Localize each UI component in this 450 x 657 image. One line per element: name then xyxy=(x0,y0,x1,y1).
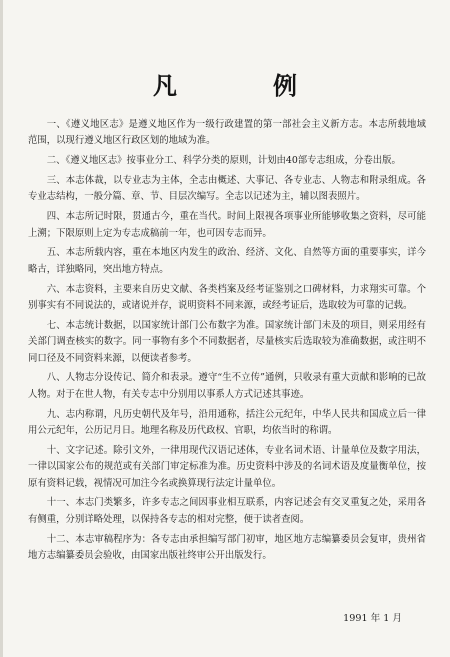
guideline-paragraph-11: 十一、本志门类繁多，许多专志之间因事业相互联系，内容记述会有交叉重复之处，采用各有侧重，分别详略处理，以保持各专志的相对完整，便于读者查阅。 xyxy=(28,497,426,525)
guideline-paragraph-9: 九、志内称谓，凡历史朝代及年号，沿用通称，括注公元纪年，中华人民共和国成立后一律用公元纪年，公历记月日。地理名称及历代政权、官职，均依当时的称谓。 xyxy=(28,408,426,437)
guideline-paragraph-12: 十二、本志审稿程序为：各专志由承担编写部门初审，地区地方志编纂委员会复审，贵州省地方志编纂委员会验收，由国家出版社终审公开出版发行。 xyxy=(28,533,426,562)
guideline-paragraph-2: 二、《遵义地区志》按事业分工、科学分类的原则，计划由40部专志组成，分卷出版。 xyxy=(46,155,401,167)
guideline-paragraph-8: 八、人物志分设传记、简介和表录。遵守“生不立传”通例，只收录有重大贡献和影响的已故人物。对于在世人物，有关专志中分别用以事系人方式记述其事迹。 xyxy=(28,372,426,400)
guideline-paragraph-4: 四、本志所记时限，贯通古今，重在当代。时间上限视各项事业所能够收集之资料，尽可能上溯；下限原则上定为专志成稿前一年，也可因专志而异。 xyxy=(28,211,426,239)
guideline-paragraph-7: 七、本志统计数据，以国家统计部门公布数字为准。国家统计部门未及的项目，则采用经有关部门调查核实的数字。同一事物有多个不同数据者，尽量核实后选取较为准确数据，或注明不同口径及不同资料来源，以便读者参考。 xyxy=(28,319,426,364)
guideline-paragraph-5: 五、本志所载内容，重在本地区内发生的政治、经济、文化、自然等方面的重要事实，详今略古，详独略同，突出地方特点。 xyxy=(28,247,426,275)
publication-date: 1991 年 1 月 xyxy=(343,613,402,624)
page-title: 凡 例 xyxy=(153,71,333,100)
guideline-paragraph-1: 一、《遵义地区志》是遵义地区作为一级行政建置的第一部社会主义新方志。本志所载地域范围，以现行遵义地区行政区划的地域为准。 xyxy=(28,119,426,147)
guideline-paragraph-3: 三、本志体裁，以专业志为主体，全志由概述、大事记、各专业志、人物志和附录组成。各专业志结构，一般分篇、章、节、目层次编写。全志以记述为主，辅以图表照片。 xyxy=(28,175,426,203)
guideline-paragraph-6: 六、本志资料，主要来自历史文献、各类档案及经考证鉴别之口碑材料，力求翔实可靠。个别事实有不同说法的，或诸说并存，说明资料不同来源，或经考证后，选取较为可靠的记载。 xyxy=(28,283,426,312)
guidelines-body xyxy=(28,117,426,568)
guideline-paragraph-10: 十、文字记述。除引文外，一律用现代汉语记述体，专业名词术语、计量单位及数字用法，一律以国家公布的规范或有关部门审定标准为准。历史资料中涉及的名词术语及度量衡单位，按原有资料记载，视情况可加注今名或换算现行法定计量单位。 xyxy=(28,444,426,489)
